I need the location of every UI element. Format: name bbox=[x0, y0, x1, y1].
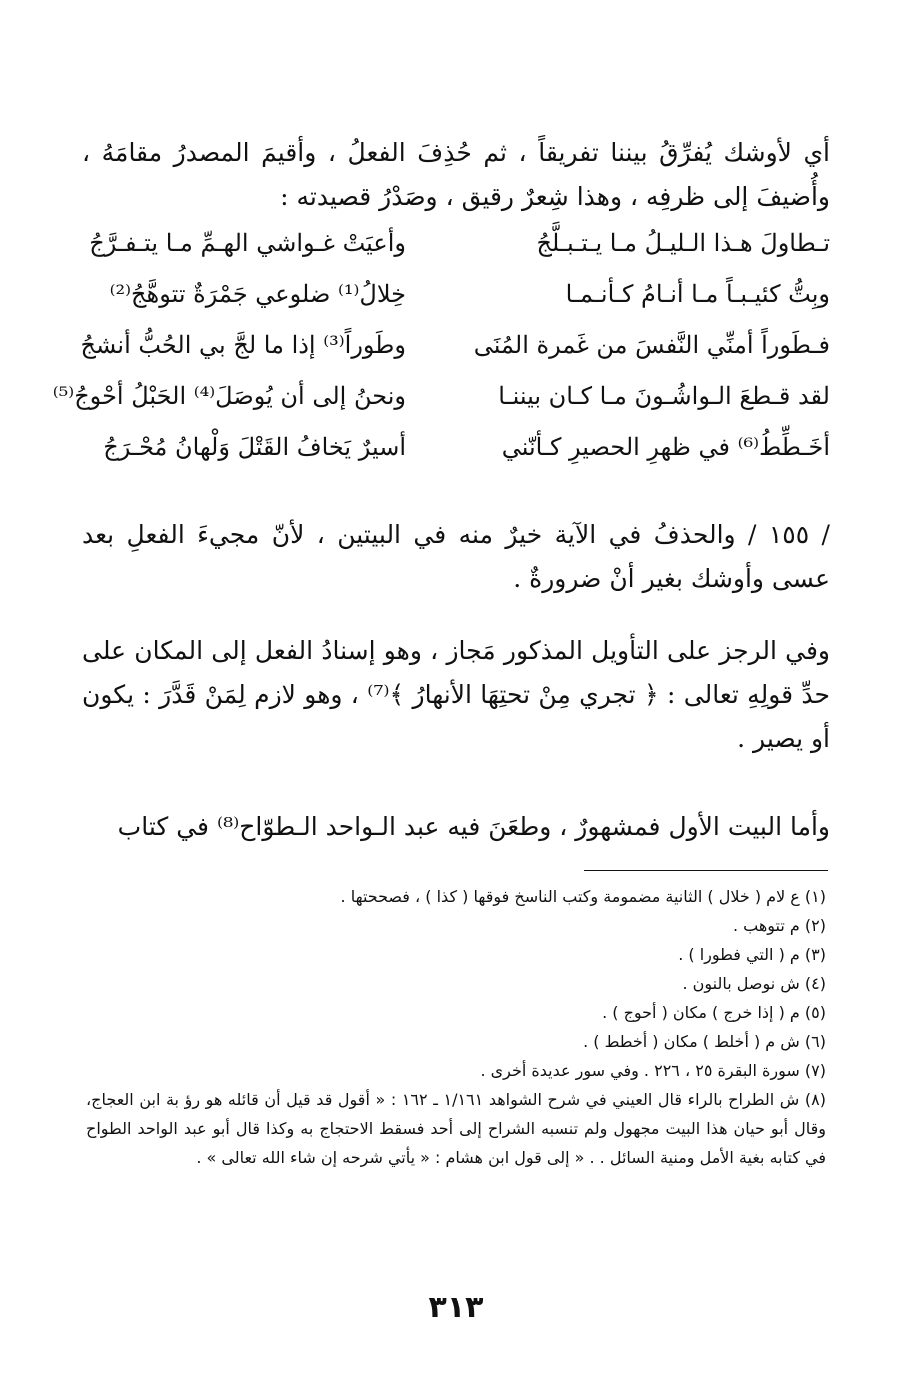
poem bbox=[52, 218, 830, 473]
verse-second-hemistich: ونحنُ إلى أن يُوصَلَ⁽⁴⁾ الحَبْلُ أحْوجُ⁽⁵⁾ bbox=[52, 382, 406, 410]
footnote: (١) ع لام ( خلال ) الثانية مضمومة وكتب الناسخ فوقها ( كذا ) ، فصححتها . bbox=[340, 887, 826, 906]
poem-verse bbox=[52, 371, 830, 422]
footnote: (٨) ش الطراح بالراء قال العيني في شرح الشواهد ١/١٦١ ـ ١٦٢ : « أقول قد قيل أن قائله هو رؤ بة ابن العجاج، وقال أبو حيان هذا البيت مجهول ولم تنسبه الشراح إلى أحد فسقط الاحتجاج به وكذا قال أبو عبد الواحد الطواح في كتابه بغية الأمل ومنية السائل . . « إلى قول ابن هشام : « يأتي شرحه إن شاء الله تعالى » . bbox=[86, 1090, 826, 1167]
verse-first-hemistich: تـطاولَ هـذا الـليـلُ مـا يـتـبـلَّجُ bbox=[536, 229, 830, 257]
verse-first-hemistich: لقد قـطعَ الـواشُـونَ مـا كـان بيننـا bbox=[498, 382, 830, 410]
footnote: (٦) ش م ( أخلط ) مكان ( أخطط ) . bbox=[583, 1032, 826, 1051]
verse-second-hemistich: وطَوراً⁽³⁾ إذا ما لجَّ بي الحُبُّ أنشجُ bbox=[80, 331, 406, 359]
paragraph-first-verse: وأما البيت الأول فمشهورٌ ، وطعَنَ فيه عبد الـواحد الـطوّاح⁽⁸⁾ في كتاب bbox=[117, 812, 830, 841]
footnotes bbox=[86, 882, 826, 1172]
footnote: (٧) سورة البقرة ٢٥ ، ٢٢٦ . وفي سور عديدة أخرى . bbox=[480, 1061, 826, 1080]
verse-second-hemistich: وأعيَتْ غـواشي الهـمِّ مـا يتـفـرَّجُ bbox=[89, 229, 406, 257]
verse-second-hemistich: خِلالُ⁽¹⁾ ضلوعي جَمْرَةٌ تتوهَّجُ⁽²⁾ bbox=[109, 280, 406, 308]
poem-verse bbox=[82, 269, 830, 320]
footnote: (٢) م تتوهب . bbox=[732, 916, 826, 935]
paragraph-rajaz: وفي الرجز على التأويل المذكور مَجاز ، وهو إسنادُ الفعل إلى المكان على حدِّ قولِهِ تعالى : ﴿ تجري مِنْ تحتِهَا الأنهارُ ﴾⁽⁷⁾ ، وهو لازم لِمَنْ قَدَّرَ : يكون أو يصير . bbox=[82, 636, 830, 753]
verse-first-hemistich: أخَـطِّطُ⁽⁶⁾ في ظهرِ الحصيرِ كـأنّني bbox=[501, 433, 830, 461]
verse-first-hemistich: وبِتُّ كئيـبـاً مـا أنـامُ كـأنـمـا bbox=[565, 280, 830, 308]
footnote-separator bbox=[584, 870, 828, 871]
paragraph-155: / ١٥٥ / والحذفُ في الآية خيرٌ منه في البيتين ، لأنّ مجيءَ الفعلِ بعد عسى وأوشك بغير أنْ ضرورةٌ . bbox=[82, 520, 830, 593]
footnote: (٤) ش نوصل بالنون . bbox=[682, 974, 826, 993]
verse-first-hemistich: فـطَوراً أمنِّي النَّفسَ من غَمرة المُنَى bbox=[473, 331, 830, 359]
paragraph-intro: أي لأوشك يُفرِّقُ بيننا تفريقاً ، ثم حُذِفَ الفعلُ ، وأقيمَ المصدرُ مقامَهُ ، وأُضيفَ إلى ظرفِه ، وهذا شِعرٌ رقيق ، وصَدْرُ قصيدته : bbox=[82, 138, 830, 211]
footnote: (٥) م ( إذا خرج ) مكان ( أحوج ) . bbox=[602, 1003, 826, 1022]
poem-verse bbox=[82, 422, 830, 473]
poem-verse bbox=[82, 218, 830, 269]
page-number: ٣١٣ bbox=[428, 1290, 484, 1325]
verse-second-hemistich: أسيرٌ يَخافُ القَتْلَ وَلْهانُ مُحْـرَجُ bbox=[103, 433, 406, 461]
poem-verse bbox=[82, 320, 830, 371]
footnote: (٣) م ( التي فطورا ) . bbox=[678, 945, 826, 964]
